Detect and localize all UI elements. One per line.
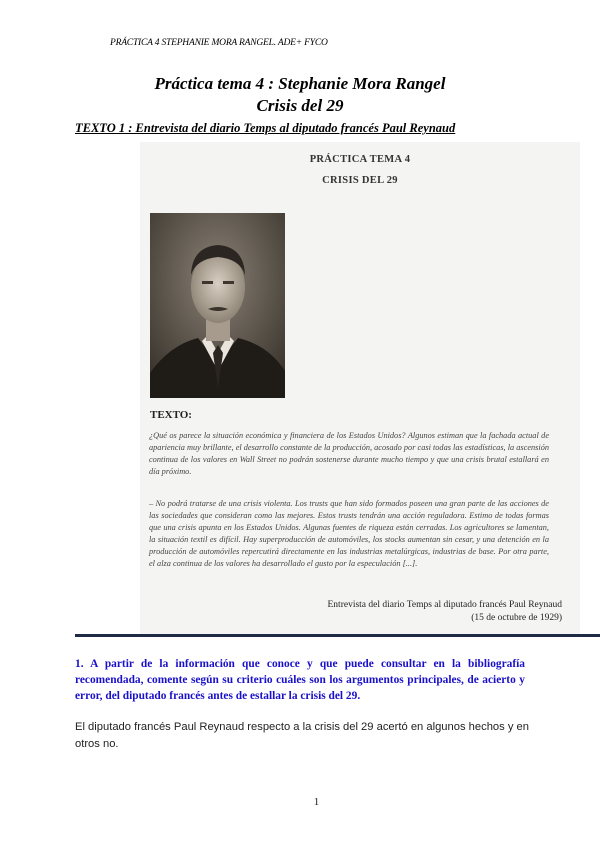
- question-text: 1. A partir de la información que conoce y que puede consultar en la bibliografía recomendada, comente según su criterio cuáles son los argumentos principales, de acierto y error, del diputado francés antes de estallar la crisis del 29.: [75, 658, 525, 702]
- scanned-document: [140, 142, 580, 634]
- scan-paragraph: – No podrá tratarse de una crisis violenta. Los trusts que han sido formados poseen una gran parte de las acciones de las sociedades que consideran como las mejores. Estos trusts tendrán una acción reguladora. Estimo de todas formas que una crisis apunta en los Estados Unidos. Algunas fuentes de riqueza están cerradas. Los agricultores se lamentan, la situación textil es difícil. Hay superproducción de automóviles, los stocks aumentan sin cesar, y una detención en la producción de automóviles repercutirá directamente en las industrias metalúrgicas, industrias de base. Por otra parte, el alza continua de los valores ha desarrollado el gusto por la especulación [...].: [149, 499, 549, 568]
- text-heading: TEXTO 1 : Entrevista del diario Temps al diputado francés Paul Reynaud: [75, 121, 456, 135]
- scan-title: PRÁCTICA TEMA 4: [309, 154, 411, 165]
- running-header: PRÁCTICA 4 STEPHANIE MORA RANGEL. ADE+ FYCO: [110, 38, 328, 48]
- scan-subtitle: CRISIS DEL 29: [322, 175, 398, 186]
- answer-text: El diputado francés Paul Reynaud respecto a la crisis del 29 acertó en algunos hechos y en otros no.: [75, 721, 529, 750]
- scan-text-label: TEXTO:: [150, 409, 192, 421]
- page-number: 1: [313, 796, 320, 808]
- document-subtitle: Crisis del 29: [256, 96, 344, 115]
- divider: [75, 634, 600, 637]
- portrait-photo: [150, 213, 285, 398]
- scan-source: [262, 599, 562, 625]
- scan-source-line: Entrevista del diario Temps al diputado francés Paul Reynaud: [327, 600, 562, 610]
- scan-source-date: (15 de octubre de 1929): [471, 613, 562, 623]
- scan-paragraph: ¿Qué os parece la situación económica y financiera de los Estados Unidos? Algunos estiman que la fachada actual de apariencia muy brillante, el desarrollo constante de la producción, acosado por casi todas las estadísticas, la ascensión continua de los valores en Wall Street no podrán sostenerse durante mucho tiempo y que una crisis brutal estallará en día próximo.: [149, 431, 549, 476]
- document-title: Práctica tema 4 : Stephanie Mora Rangel: [154, 74, 446, 93]
